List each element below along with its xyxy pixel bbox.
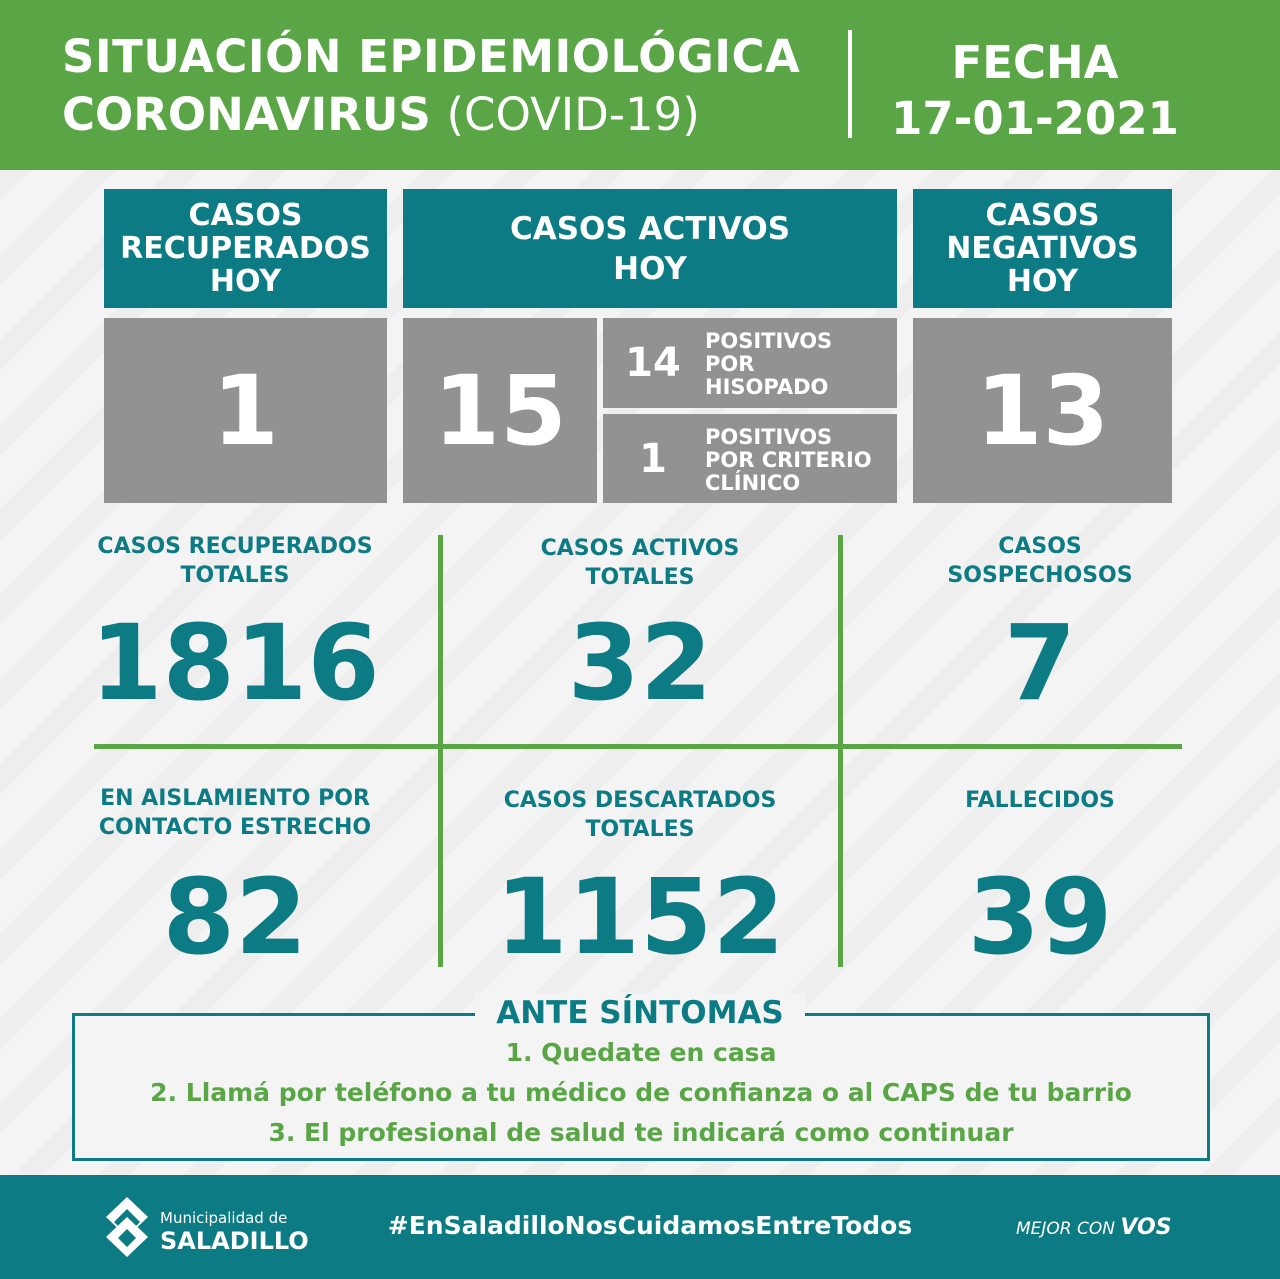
page-title-line1: SITUACIÓN EPIDEMIOLÓGICA — [62, 30, 801, 83]
deaths-label-1: FALLECIDOS — [965, 788, 1115, 813]
discarded-label — [460, 786, 820, 844]
recovered-today-value-box — [104, 318, 387, 503]
suspected-label-2: SOSPECHOSOS — [947, 563, 1133, 588]
active-today-label-1: CASOS ACTIVOS — [509, 210, 791, 247]
isolation-label — [60, 784, 410, 842]
isolation-label-1: EN AISLAMIENTO POR — [100, 786, 370, 811]
clinical-label-3: CLÍNICO — [705, 471, 801, 495]
slogan-prefix: MEJOR CON — [1016, 1219, 1115, 1239]
title-covid: (COVID-19) — [446, 88, 700, 141]
footer-slogan — [1016, 1215, 1172, 1240]
swab-label-3: HISOPADO — [705, 375, 829, 399]
slogan-vos: VOS — [1120, 1215, 1172, 1240]
recovered-total-label-2: TOTALES — [180, 563, 290, 588]
active-total-label — [460, 534, 820, 592]
active-total-label-2: TOTALES — [585, 565, 695, 590]
footer-hashtag: #EnSaladilloNosCuidamosEntreTodos — [387, 1211, 913, 1240]
deaths-value: 39 — [967, 856, 1113, 978]
saladillo-logo-icon — [104, 1195, 150, 1259]
recovered-today-label-3: HOY — [209, 264, 282, 299]
isolation-value: 82 — [162, 856, 308, 978]
grid-vertical-line-right — [838, 535, 843, 967]
recovered-total-label — [60, 532, 410, 590]
header-banner — [0, 0, 1280, 170]
discarded-label-1: CASOS DESCARTADOS — [503, 788, 777, 813]
negative-today-label-2: NEGATIVOS — [946, 231, 1139, 266]
active-total-value: 32 — [567, 602, 713, 724]
swab-positive-value: 14 — [625, 340, 681, 386]
page-title-line2 — [62, 88, 700, 141]
symptom-step-1: 1. Quedate en casa — [505, 1038, 777, 1067]
logo-municipalidad: Municipalidad de — [160, 1209, 288, 1227]
negative-today-label-1: CASOS — [985, 198, 1100, 233]
suspected-label-1: CASOS — [998, 534, 1082, 559]
discarded-label-2: TOTALES — [585, 817, 695, 842]
recovered-total-label-1: CASOS RECUPERADOS — [97, 534, 373, 559]
recovered-today-label-1: CASOS — [188, 198, 303, 233]
recovered-total-value: 1816 — [90, 602, 380, 724]
footer-banner — [0, 1175, 1280, 1279]
clinical-positive-box — [603, 414, 897, 503]
discarded-value: 1152 — [495, 856, 785, 978]
clinical-positive-label — [705, 426, 872, 495]
grid-vertical-line-left — [438, 535, 443, 967]
recovered-today-value: 1 — [212, 354, 279, 467]
clinical-label-1: POSITIVOS — [705, 425, 833, 449]
recovered-today-header — [104, 189, 387, 308]
active-today-value: 15 — [433, 354, 567, 467]
logo-saladillo: SALADILLO — [160, 1227, 309, 1255]
isolation-label-2: CONTACTO ESTRECHO — [98, 815, 372, 840]
swab-label-1: POSITIVOS — [705, 329, 833, 353]
active-today-label-2: HOY — [613, 250, 687, 287]
recovered-today-label-2: RECUPERADOS — [120, 231, 371, 266]
suspected-value: 7 — [1003, 602, 1077, 724]
deaths-label — [880, 786, 1200, 815]
symptoms-title: ANTE SÍNTOMAS — [475, 993, 805, 1033]
active-today-value-box — [403, 318, 597, 503]
negative-today-header — [913, 189, 1172, 308]
swab-positive-box — [603, 318, 897, 408]
negative-today-value: 13 — [975, 354, 1110, 467]
suspected-label — [880, 532, 1200, 590]
active-total-label-1: CASOS ACTIVOS — [540, 536, 740, 561]
header-divider — [848, 30, 852, 138]
symptom-step-3: 3. El profesional de salud te indicará como continuar — [268, 1118, 1014, 1147]
title-coronavirus: CORONAVIRUS — [62, 88, 431, 141]
symptom-step-2: 2. Llamá por teléfono a tu médico de confianza o al CAPS de tu barrio — [150, 1078, 1132, 1107]
clinical-label-2: POR CRITERIO — [705, 448, 872, 472]
date-value: 17-01-2021 — [891, 92, 1179, 145]
grid-horizontal-line — [94, 744, 1182, 749]
negative-today-value-box — [913, 318, 1172, 503]
clinical-positive-value: 1 — [639, 436, 667, 482]
negative-today-label-3: HOY — [1006, 264, 1079, 299]
date-label: FECHA — [951, 36, 1119, 89]
swab-label-2: POR — [705, 352, 755, 376]
swab-positive-label — [705, 330, 832, 399]
active-today-header — [403, 189, 897, 308]
